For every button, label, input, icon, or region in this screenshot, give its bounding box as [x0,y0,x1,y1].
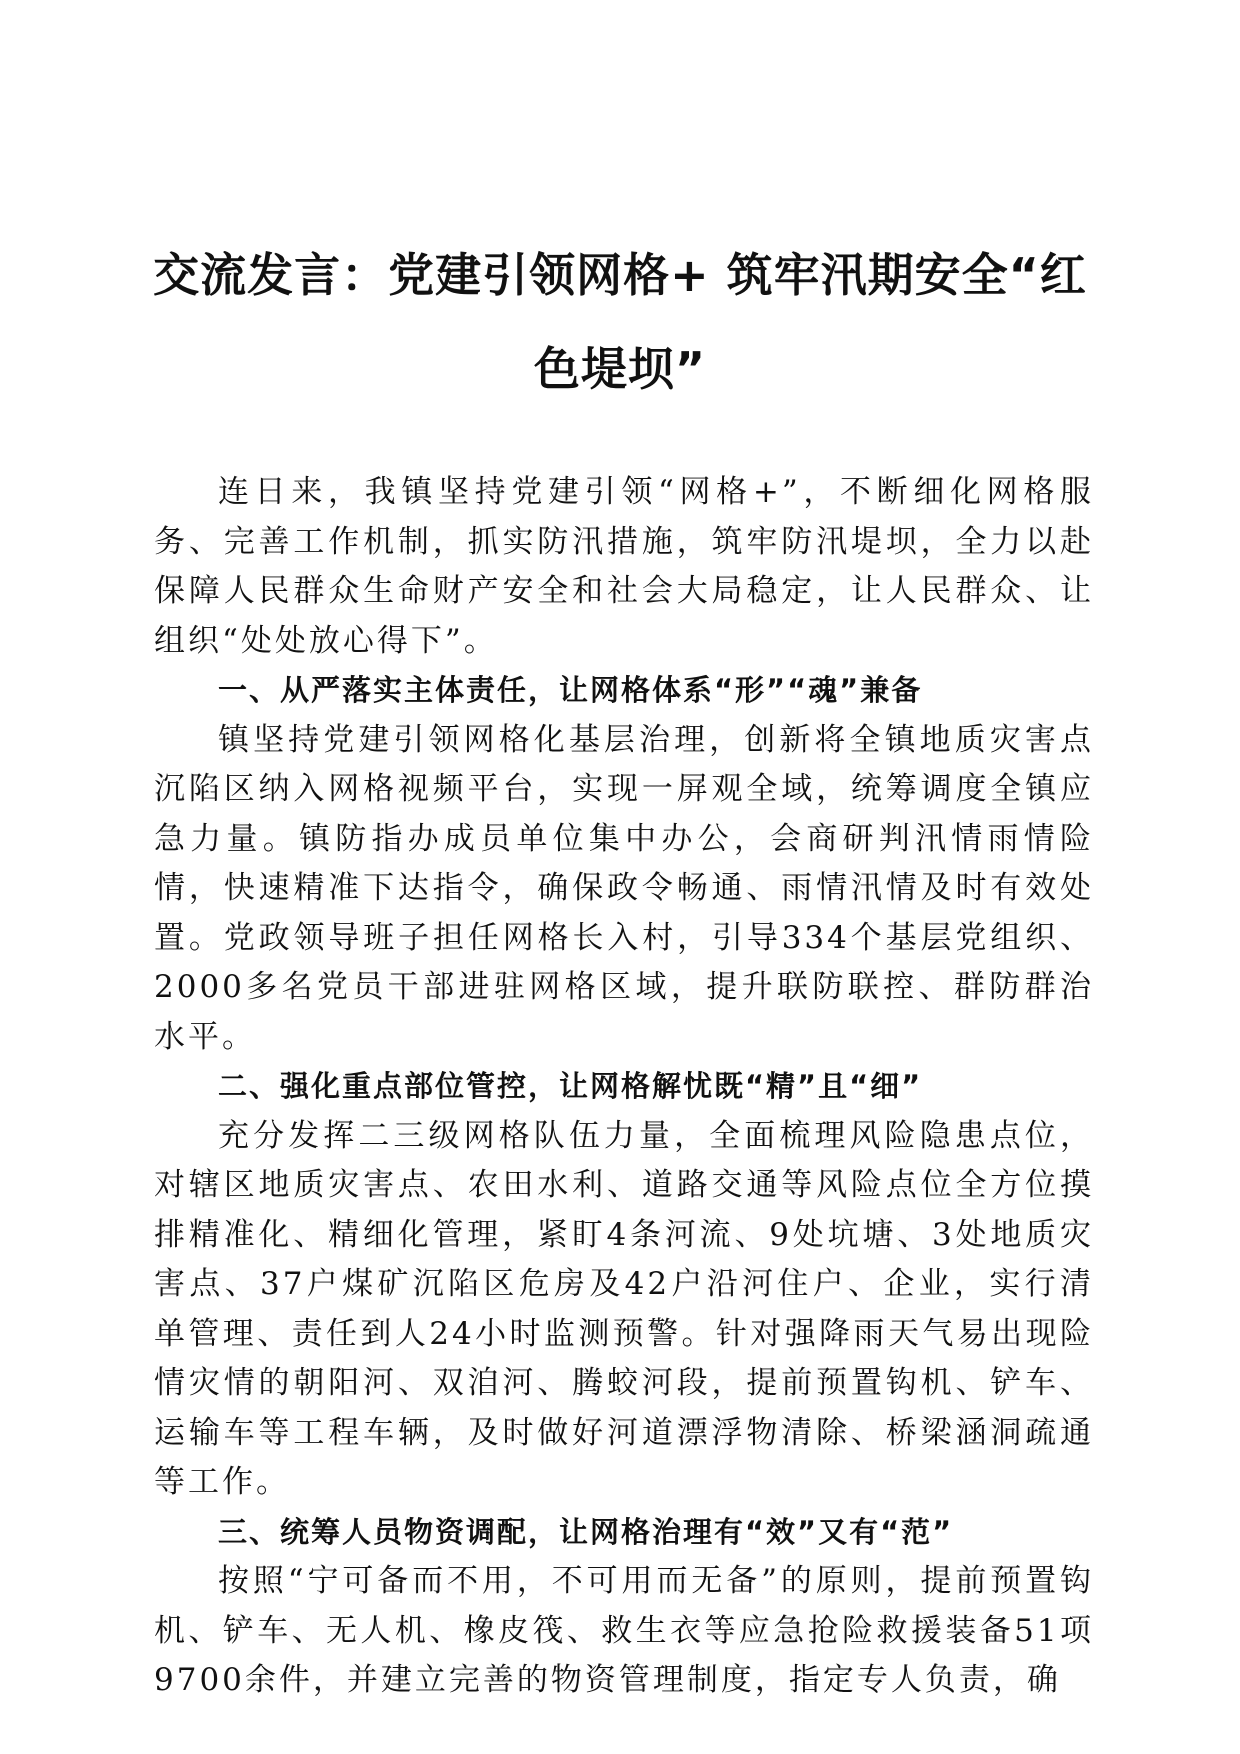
intro-paragraph: 连日来，我镇坚持党建引领“网格+”，不断细化网格服务、完善工作机制，抓实防汛措施，筑牢防汛堤坝，全力以赴保障人民群众生命财产安全和社会大局稳定，让人民群众、让组织“处处放心得下”。 [154,474,1094,659]
title-line-2: 色堤坝” [533,342,707,396]
document-body [154,468,1094,1706]
section-3-heading: 三、统筹人员物资调配，让网格治理有“效”又有“范” [218,1514,954,1549]
document-title [140,228,1100,416]
section-1-paragraph: 镇坚持党建引领网格化基层治理，创新将全镇地质灾害点沉陷区纳入网格视频平台，实现一屏观全域，统筹调度全镇应急力量。镇防指办成员单位集中办公，会商研判汛情雨情险情，快速精准下达指令，确保政令畅通、雨情汛情及时有效处置。党政领导班子担任网格长入村，引导334个基层党组织、2000多名党员干部进驻网格区域，提升联防联控、群防群治水平。 [154,721,1094,1055]
title-line-1: 交流发言：党建引领网格+ 筑牢汛期安全“红 [153,248,1087,302]
section-3-paragraph: 按照“宁可备而不用，不可用而无备”的原则，提前预置钩机、铲车、无人机、橡皮筏、救生衣等应急抢险救援装备51项9700余件，并建立完善的物资管理制度，指定专人负责，确 [154,1563,1094,1698]
section-2-paragraph: 充分发挥二三级网格队伍力量，全面梳理风险隐患点位，对辖区地质灾害点、农田水利、道路交通等风险点位全方位摸排精准化、精细化管理，紧盯4条河流、9处坑塘、3处地质灾害点、37户煤矿沉陷区危房及42户沿河住户、企业，实行清单管理、责任到人24小时监测预警。针对强降雨天气易出现险情灾情的朝阳河、双洎河、腾蛟河段，提前预置钩机、铲车、运输车等工程车辆，及时做好河道漂浮物清除、桥梁涵洞疏通等工作。 [154,1117,1094,1500]
section-1-heading: 一、从严落实主体责任，让网格体系“形”“魂”兼备 [218,673,923,707]
section-2-heading: 二、强化重点部位管控，让网格解忧既“精”且“细” [218,1069,923,1103]
